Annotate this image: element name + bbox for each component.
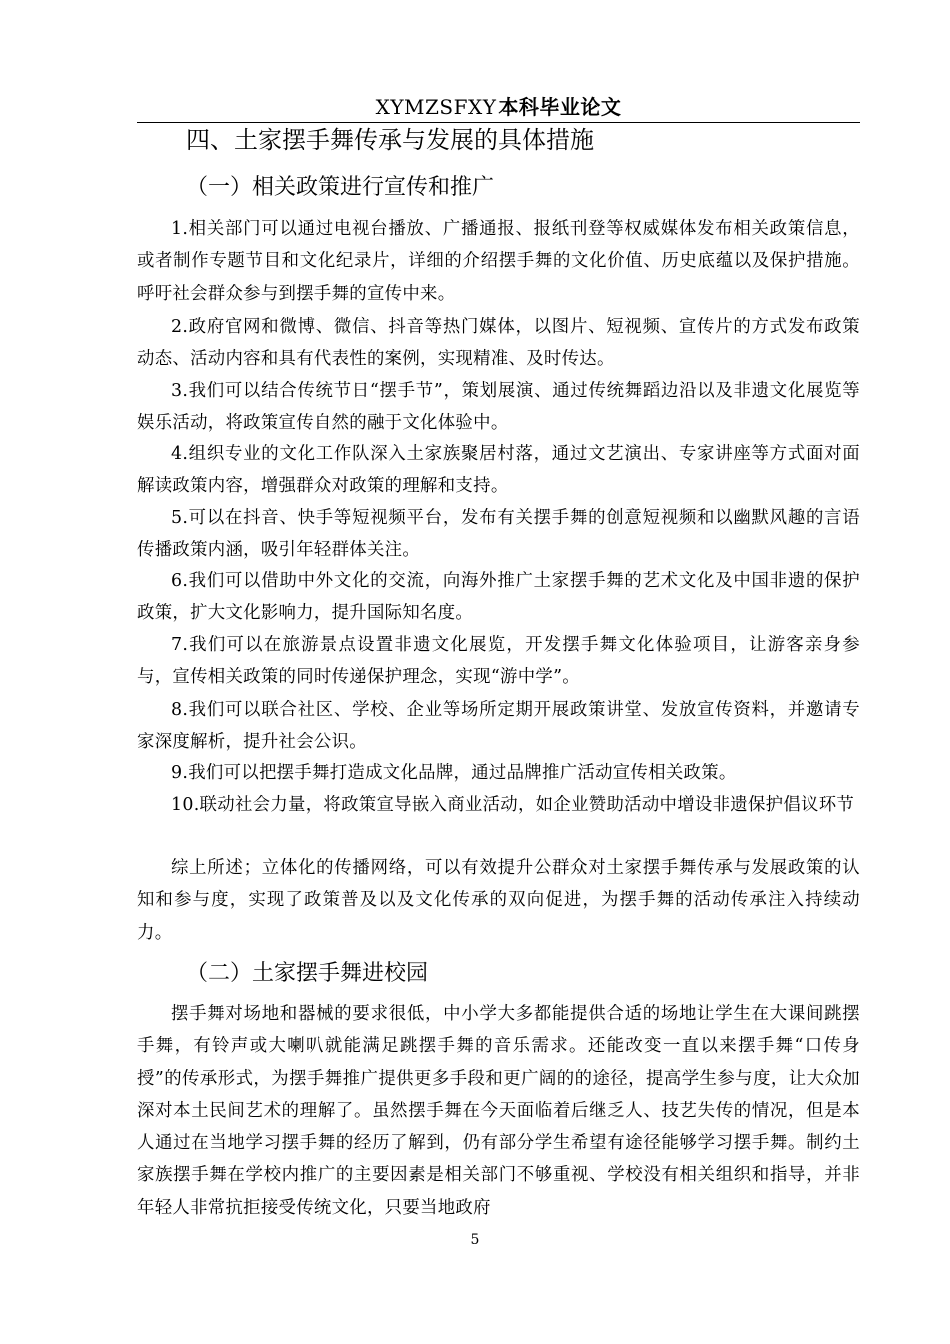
- page-number: 5: [470, 1232, 480, 1248]
- subsection-heading: （一）相关政策进行宣传和推广: [186, 175, 495, 200]
- subsection-heading: （二）土家摆手舞进校园: [186, 961, 429, 986]
- paragraph: 5.可以在抖音、快手等短视频平台，发布有关摆手舞的创意短视频和以幽默风趣的言语传播政策内涵，吸引年轻群体关注。: [137, 508, 860, 561]
- paragraph: 4.组织专业的文化工作队深入土家族聚居村落，通过文艺演出、专家讲座等方式面对面解读政策内容，增强群众对政策的理解和支持。: [137, 444, 860, 497]
- header-title: 本科毕业论文: [498, 95, 622, 119]
- page-header: [137, 92, 860, 123]
- paragraph: 3.我们可以结合传统节日“摆手节”，策划展演、通过传统舞蹈边沿以及非遗文化展览等娱乐活动，将政策宣传自然的融于文化体验中。: [137, 381, 860, 434]
- section-heading: 四、土家摆手舞传承与发展的具体措施: [186, 126, 594, 154]
- paragraph: 2.政府官网和微博、微信、抖音等热门媒体，以图片、短视频、宣传片的方式发布政策动态、活动内容和具有代表性的案例，实现精准、及时传达。: [137, 317, 860, 370]
- paragraph: 摆手舞对场地和器械的要求很低，中小学大多都能提供合适的场地让学生在大课间跳摆手舞，有铃声或大喇叭就能满足跳摆手舞的音乐需求。还能改变一直以来摆手舞“口传身授”的传承形式，为摆手舞推广提供更多手段和更广阔的的途径，提高学生参与度，让大众加深对本土民间艺术的理解了。虽然摆手舞在今天面临着后继乏人、技艺失传的情况，但是本人通过在当地学习摆手舞的经历了解到，仍有部分学生希望有途径能够学习摆手舞。制约土家族摆手舞在学校内推广的主要因素是相关部门不够重视、学校没有相关组织和指导，并非年轻人非常抗拒接受传统文化，只要当地政府: [137, 1004, 860, 1218]
- paragraph: 7.我们可以在旅游景点设置非遗文化展览，开发摆手舞文化体验项目，让游客亲身参与，宣传相关政策的同时传递保护理念，实现“游中学”。: [137, 635, 860, 688]
- paragraph: 综上所述；立体化的传播网络，可以有效提升公群众对土家摆手舞传承与发展政策的认知和参与度，实现了政策普及以及文化传承的双向促进，为摆手舞的活动传承注入持续动力。: [137, 858, 860, 943]
- paragraph: 8.我们可以联合社区、学校、企业等场所定期开展政策讲堂、发放宣传资料，并邀请专家深度解析，提升社会公识。: [137, 700, 860, 753]
- header-code: XYMZSFXY: [375, 95, 497, 119]
- paragraph: 9.我们可以把摆手舞打造成文化品牌，通过品牌推广活动宣传相关政策。: [171, 763, 737, 783]
- paragraph: 1.相关部门可以通过电视台播放、广播通报、报纸刊登等权威媒体发布相关政策信息，或者制作专题节目和文化纪录片，详细的介绍摆手舞的文化价值、历史底蕴以及保护措施。呼吁社会群众参与到摆手舞的宣传中来。: [137, 219, 860, 304]
- paragraph: 10.联动社会力量，将政策宣导嵌入商业活动，如企业赞助活动中增设非遗保护倡议环节: [171, 795, 855, 815]
- paragraph: 6.我们可以借助中外文化的交流，向海外推广土家摆手舞的艺术文化及中国非遗的保护政策，扩大文化影响力，提升国际知名度。: [137, 571, 860, 624]
